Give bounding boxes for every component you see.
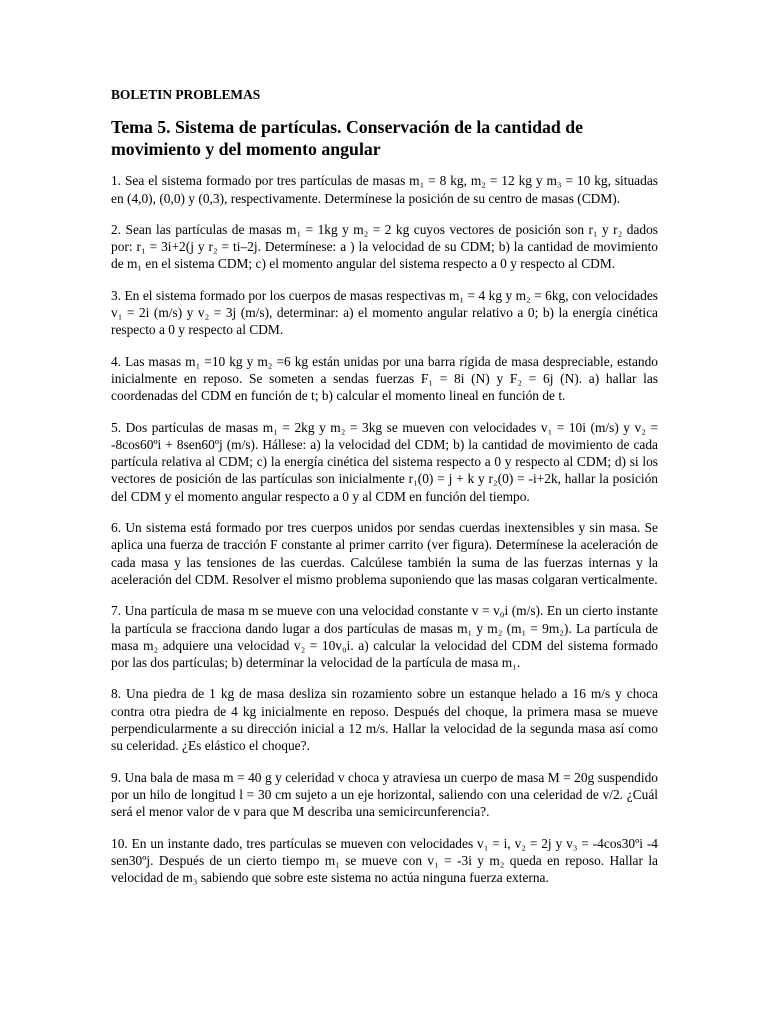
problem-item [111,221,658,273]
problem-item [111,685,658,754]
problem-item [111,353,658,405]
problem-text: Dos partículas de masas m₁ = 2kg y m₂ = 3kg se mueven con velocidades v₁ = 10i (m/s) y v₂ = -8cos60ºi + 8sen60ºj (m/s). Hállese: a) la velocidad del CDM; b) la cantidad de movimiento de cada partícula relativa al CDM; c) la energía cinética del sistema respecto a 0 y respecto al CDM; d) si los vectores de posición de las partículas son inicialmente r₁(0) = j + k y r₂(0) = -i+2k, hallar la posición del CDM y el momento angular respecto a 0 y al CDM en función del tiempo. [111,419,658,504]
problem-text: Las masas m₁ =10 kg y m₂ =6 kg están unidas por una barra rígida de masa despreciable, estando inicialmente en reposo. Se someten a sendas fuerzas F₁ = 8i (N) y F₂ = 6j (N). a) hallar las coordenadas del CDM en función de t; b) calcular el momento lineal en función de t. [111,353,658,404]
problem-item [111,287,658,339]
problem-number: 3. [111,287,122,303]
problem-text: Una bala de masa m = 40 g y celeridad v choca y atraviesa un cuerpo de masa M = 20g suspendido por un hilo de longitud l = 30 cm sujeto a un eje horizontal, saliendo con una celeridad de v/2. ¿Cuál será el menor valor de v para que M describa una semicircunferencia?. [111,769,658,820]
problem-number: 8. [111,686,122,702]
problem-text: Una piedra de 1 kg de masa desliza sin rozamiento sobre un estanque helado a 16 m/s y choca contra otra piedra de 4 kg inicialmente en reposo. Después del choque, la primera masa se mueve perpendicularmente a su dirección inicial a 12 m/s. Hallar la velocidad de la segunda masa así como su celeridad. ¿Es elástico el choque?. [111,686,658,754]
document-title: Tema 5. Sistema de partículas. Conservación de la cantidad de movimiento y del momento angular [111,117,584,160]
problem-text: En el sistema formado por los cuerpos de masas respectivas m₁ = 4 kg y m₂ = 6kg, con velocidades v₁ = 2i (m/s) y v₂ = 3j (m/s), determinar: a) el momento angular relativo a 0; b) la energía cinética respecto a 0 y respecto al CDM. [111,287,658,338]
problem-item [111,769,658,821]
document-page [111,80,658,900]
problem-number: 6. [111,520,122,536]
problem-text: Sea el sistema formado por tres partículas de masas m₁ = 8 kg, m₂ = 12 kg y m₃ = 10 kg, situadas en (4,0), (0,0) y (0,3), respectivamente. Determínese la posición de su centro de masas (CDM). [111,173,658,206]
problem-number: 5. [111,419,122,435]
problem-item [111,835,658,887]
problem-number: 1. [111,173,122,189]
document-header: BOLETIN PROBLEMAS [111,87,261,102]
problem-number: 7. [111,603,122,619]
problem-text: Sean las partículas de masas m₁ = 1kg y m₂ = 2 kg cuyos vectores de posición son r₁ y r₂ dados por: r₁ = 3i+2(j y r₂ = ti–2j. Determínese: a ) la velocidad de su CDM; b) la cantidad de movimiento de m₁ en el sistema CDM; c) el momento angular del sistema respecto a 0 y respecto al CDM. [111,221,658,272]
problem-text: En un instante dado, tres partículas se mueven con velocidades v₁ = i, v₂ = 2j y v₃ = -4cos30ºi -4 sen30ºj. Después de un cierto tiempo m₁ se mueve con v₁ = -3i y m₂ queda en reposo. Hallar la velocidad de m₃ sabiendo que sobre este sistema no actúa ninguna fuerza externa. [111,835,658,886]
problem-number: 10. [111,835,128,851]
problem-item [111,419,658,505]
problem-number: 2. [111,221,122,237]
problem-text: Un sistema está formado por tres cuerpos unidos por sendas cuerdas inextensibles y sin masa. Se aplica una fuerza de tracción F constante al primer carrito (ver figura). Determínese la aceleración de cada masa y las tensiones de las cuerdas. Calcúlese también la suma de las fuerzas internas y la aceleración del CDM. Resolver el mismo problema suponiendo que las masas colgaran verticalmente. [111,520,658,587]
problem-number: 9. [111,769,122,785]
problem-number: 4. [111,353,122,369]
problem-item [111,172,658,207]
problem-item [111,519,658,588]
problem-text: Una partícula de masa m se mueve con una velocidad constante v = v₀i (m/s). En un cierto instante la partícula se fracciona dando lugar a dos partículas de masas m₁ y m₂ (m₁ = 9m₂). La partícula de masa m₂ adquiere una velocidad v₂ = 10v₀i. a) calcular la velocidad del CDM del sistema formado por las dos partículas; b) determinar la velocidad de la partícula de masa m₁. [111,603,659,671]
problem-item [111,602,658,671]
